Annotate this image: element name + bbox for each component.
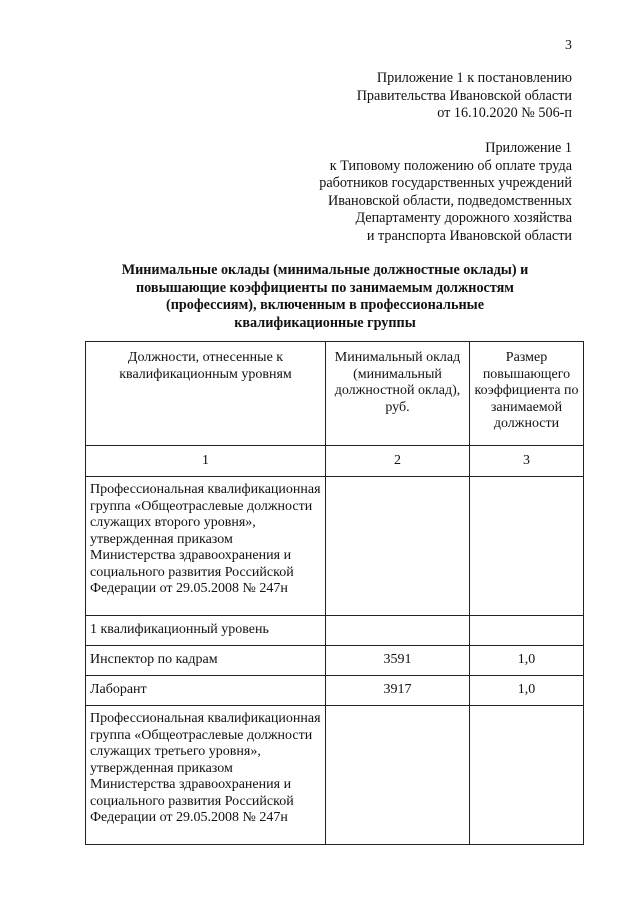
appendix-sub-line: Ивановской области, подведомственных [327, 192, 572, 209]
salary-cell: 3917 [326, 676, 470, 706]
position-cell: Инспектор по кадрам [86, 646, 326, 676]
position-cell: Профессиональная квалификационная группа «Общеотраслевые должности служащих третьего уровня», утвержденная приказом Министерства здравоохранения и социального развития Российской Федерации от 29.05.2008 № 247н [86, 706, 326, 845]
document-title: Минимальные оклады (минимальные должностные оклады) и повышающие коэффициенты по занимаемым должностям (профессиям), включенным в профессиональные квалификационные группы [121, 262, 529, 331]
appendix-sub-header [319, 140, 572, 245]
table-header-row [86, 342, 584, 446]
column-number: 3 [470, 446, 584, 477]
salary-cell [326, 706, 470, 845]
appendix-header-line: от 16.10.2020 № 506-п [437, 105, 572, 121]
header-min-salary: Минимальный оклад (минимальный должностной оклад), руб. [326, 342, 470, 446]
table-row [86, 616, 584, 646]
position-cell: Профессиональная квалификационная группа «Общеотраслевые должности служащих второго уровня», утвержденная приказом Министерства здравоохранения и социального развития Российской Федерации от 29.05.2008 № 247н [86, 477, 326, 616]
appendix-header-line: Приложение 1 к постановлению [376, 70, 572, 86]
coefficient-cell: 1,0 [470, 646, 584, 676]
position-cell: Лаборант [86, 676, 326, 706]
column-number: 2 [326, 446, 470, 477]
table-row [86, 706, 584, 845]
appendix-sub-line: Приложение 1 [485, 140, 572, 156]
table-row [86, 477, 584, 616]
position-cell: 1 квалификационный уровень [86, 616, 326, 646]
salary-table [85, 341, 584, 845]
header-coefficient: Размер повышающего коэффициента по занимаемой должности [470, 342, 584, 446]
appendix-sub-line: работников государственных учреждений [319, 175, 572, 191]
page-number: 3 [565, 38, 572, 53]
coefficient-cell [470, 616, 584, 646]
coefficient-cell [470, 477, 584, 616]
column-number-row [86, 446, 584, 477]
appendix-sub-line: к Типовому положению об оплате труда [329, 157, 572, 174]
salary-cell [326, 616, 470, 646]
header-position: Должности, отнесенные к квалификационным уровням [86, 342, 326, 446]
table-row [86, 676, 584, 706]
appendix-header [357, 70, 572, 123]
coefficient-cell [470, 706, 584, 845]
coefficient-cell: 1,0 [470, 676, 584, 706]
appendix-sub-line: Департаменту дорожного хозяйства [355, 210, 572, 226]
appendix-sub-line: и транспорта Ивановской области [366, 227, 572, 244]
salary-cell: 3591 [326, 646, 470, 676]
table-row [86, 646, 584, 676]
salary-cell [326, 477, 470, 616]
column-number: 1 [86, 446, 326, 477]
appendix-header-line: Правительства Ивановской области [356, 87, 572, 104]
